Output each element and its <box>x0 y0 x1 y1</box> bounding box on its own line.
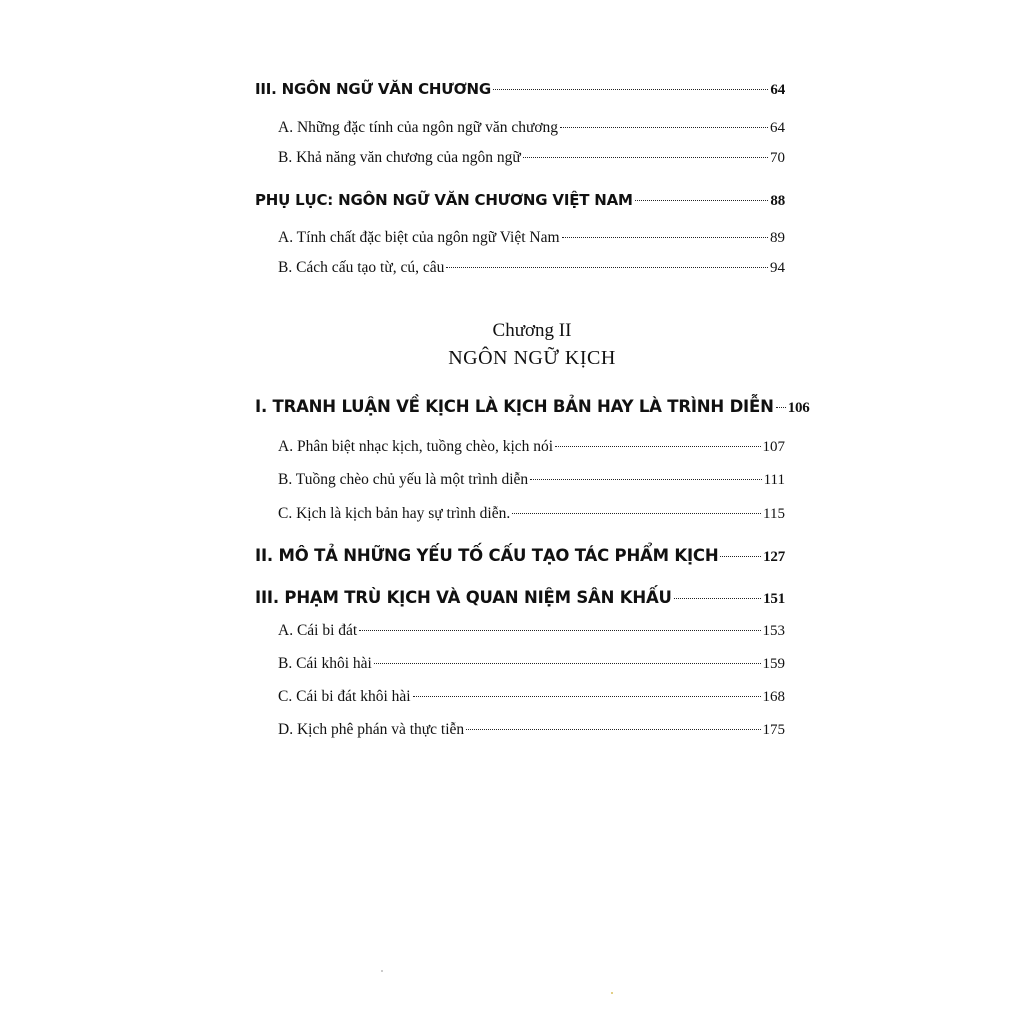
toc-heading-label: III. PHẠM TRÙ KỊCH VÀ QUAN NIỆM SÂN KHẤU <box>255 588 672 607</box>
scan-speck <box>381 970 383 972</box>
toc-heading-label: PHỤ LỤC: NGÔN NGỮ VĂN CHƯƠNG VIỆT NAM <box>255 191 633 209</box>
toc-page-number: 115 <box>763 506 785 522</box>
toc-entry <box>278 259 785 277</box>
toc-entry <box>278 655 785 673</box>
toc-entry <box>278 505 785 523</box>
dot-leader <box>720 556 761 557</box>
dot-leader <box>359 630 760 631</box>
toc-entry-label: A. Phân biệt nhạc kịch, tuồng chèo, kịch nói <box>278 438 554 455</box>
chapter-label: Chương II <box>492 320 572 341</box>
toc-entry <box>278 471 785 489</box>
dot-leader <box>466 729 760 730</box>
dot-leader <box>446 267 768 268</box>
toc-entry-label: B. Tuồng chèo chủ yếu là một trình diễn <box>278 471 529 488</box>
dot-leader <box>560 127 768 128</box>
dot-leader <box>555 446 760 447</box>
toc-entry <box>278 149 785 167</box>
toc-page-number: 64 <box>770 120 785 136</box>
toc-entry <box>278 229 785 247</box>
scan-speck <box>611 992 613 994</box>
toc-page-number: 88 <box>770 193 785 209</box>
toc-page-number: 106 <box>787 400 810 416</box>
toc-page-number: 175 <box>762 722 785 738</box>
dot-leader <box>523 157 768 158</box>
dot-leader <box>635 200 769 201</box>
toc-heading-label: III. NGÔN NGỮ VĂN CHƯƠNG <box>255 80 491 98</box>
toc-entry-label: A. Cái bi đát <box>278 622 358 639</box>
toc-entry <box>278 721 785 739</box>
toc-page-number: 168 <box>762 689 785 705</box>
toc-heading-phu-luc <box>255 191 785 210</box>
toc-entry-label: B. Khả năng văn chương của ngôn ngữ <box>278 149 521 166</box>
toc-page-number: 70 <box>770 150 785 166</box>
toc-entry-label: D. Kịch phê phán và thực tiễn <box>278 721 465 738</box>
toc-entry <box>278 438 785 456</box>
toc-entry-label: C. Kịch là kịch bản hay sự trình diễn. <box>278 505 511 522</box>
toc-entry-label: B. Cái khôi hài <box>278 655 372 672</box>
toc-entry <box>278 119 785 137</box>
dot-leader <box>512 513 761 514</box>
toc-page-number: 151 <box>763 591 785 607</box>
toc-page-number: 111 <box>763 472 785 488</box>
dot-leader <box>493 89 768 90</box>
dot-leader <box>413 696 761 697</box>
dot-leader <box>562 237 768 238</box>
toc-page-number: 64 <box>770 82 785 98</box>
toc-entry-label: B. Cách cấu tạo từ, cú, câu <box>278 259 445 276</box>
toc-page-number: 159 <box>762 656 785 672</box>
chapter-title: NGÔN NGỮ KỊCH <box>448 347 616 369</box>
toc-page-number: 94 <box>770 260 785 276</box>
toc-heading-pham-tru <box>255 588 785 608</box>
dot-leader <box>674 598 761 599</box>
toc-heading-label: I. TRANH LUẬN VỀ KỊCH LÀ KỊCH BẢN HAY LÀ TRÌNH DIỄN <box>255 397 774 416</box>
toc-entry-label: A. Tính chất đặc biệt của ngôn ngữ Việt Nam <box>278 229 560 246</box>
toc-entry-label: A. Những đặc tính của ngôn ngữ văn chương <box>278 119 559 136</box>
toc-entry-label: C. Cái bi đát khôi hài <box>278 688 411 705</box>
dot-leader <box>530 479 761 480</box>
toc-heading-ngon-ngu-van-chuong <box>255 80 785 99</box>
toc-page-number: 153 <box>762 623 785 639</box>
toc-page-number: 107 <box>762 439 785 455</box>
toc-entry <box>278 622 785 640</box>
dot-leader <box>776 407 786 408</box>
toc-page-number: 89 <box>770 230 785 246</box>
toc-heading-mo-ta <box>255 546 785 566</box>
toc-page-number: 127 <box>763 549 785 565</box>
toc-heading-label: II. MÔ TẢ NHỮNG YẾU TỐ CẤU TẠO TÁC PHẨM KỊCH <box>255 546 719 565</box>
dot-leader <box>374 663 761 664</box>
toc-entry <box>278 688 785 706</box>
toc-heading-tranh-luan <box>255 397 810 417</box>
